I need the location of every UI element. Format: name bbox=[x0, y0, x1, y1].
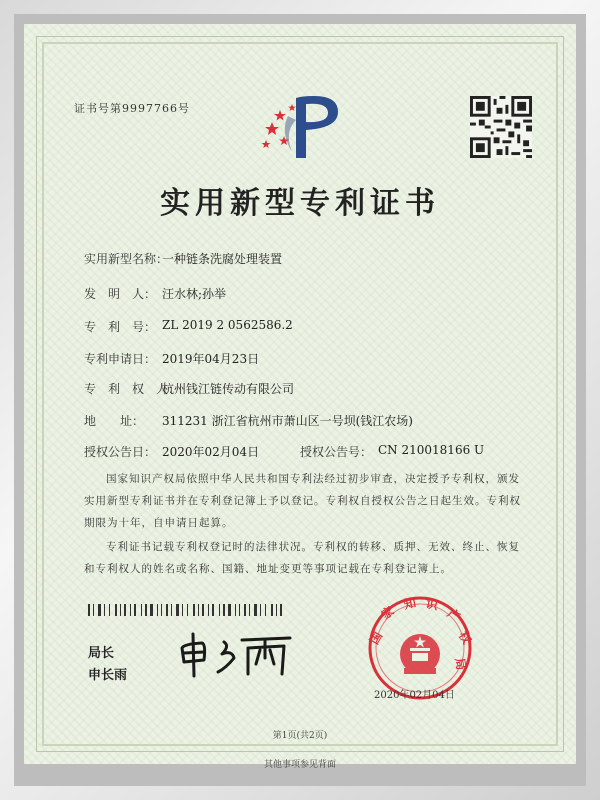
field-value-name: 一种链条洗腐处理装置 bbox=[162, 252, 283, 266]
barcode-bar bbox=[88, 604, 90, 616]
field-label-patentee: 专 利 权 人： bbox=[84, 382, 181, 396]
seal-date: 2020年02月04日 bbox=[374, 690, 455, 701]
barcode-bar bbox=[157, 604, 158, 616]
barcode-bar bbox=[193, 604, 195, 616]
barcode-bar bbox=[265, 604, 266, 616]
barcode-bar bbox=[141, 604, 142, 616]
svg-text:权: 权 bbox=[455, 629, 475, 647]
director-signature bbox=[172, 628, 302, 680]
certificate-title: 实用新型专利证书 bbox=[160, 186, 440, 221]
legal-status-paragraph: 专利证书记载专利权登记时的法律状况。专利权的转移、质押、无效、终止、恢复和专利权人的姓名或名称、国籍、地址变更等事项记载在专利登记簿上。 bbox=[84, 541, 520, 575]
svg-text:局: 局 bbox=[452, 656, 469, 672]
barcode-bar bbox=[115, 604, 117, 616]
field-label-address: 地 址： bbox=[84, 414, 145, 428]
field-value-grant-date: 2020年02月04日 bbox=[162, 445, 260, 459]
barcode-bar bbox=[134, 604, 136, 616]
barcode-bar bbox=[208, 604, 209, 616]
field-label-announcement-number: 授权公告号： bbox=[300, 445, 373, 459]
field-value-patent-number: ZL 2019 2 0562586.2 bbox=[162, 318, 293, 332]
barcode-bar bbox=[176, 604, 179, 616]
barcode bbox=[88, 604, 288, 616]
serial-number: 证书号第9997766号 bbox=[74, 102, 190, 115]
svg-text:国: 国 bbox=[366, 629, 386, 647]
barcode-bar bbox=[187, 604, 188, 616]
footer-note: 其他事项参见背面 bbox=[263, 760, 336, 770]
field-value-application-date: 2019年04月23日 bbox=[162, 352, 260, 366]
page-indicator: 第1页(共2页) bbox=[272, 731, 328, 741]
field-value-announcement-number: CN 210018166 U bbox=[378, 443, 485, 457]
field-value-inventor: 汪水林;孙举 bbox=[162, 287, 227, 301]
barcode-bar bbox=[161, 604, 162, 616]
barcode-bar bbox=[120, 604, 121, 616]
svg-text:知: 知 bbox=[402, 595, 418, 612]
field-value-address: 311231 浙江省杭州市萧山区一号坝(钱江农场) bbox=[162, 414, 413, 428]
barcode-bar bbox=[254, 604, 257, 616]
director-title: 局长 bbox=[88, 646, 115, 661]
barcode-bar bbox=[198, 604, 199, 616]
barcode-bar bbox=[223, 604, 225, 616]
field-label-grant-date: 授权公告日： bbox=[84, 445, 157, 459]
barcode-bar bbox=[202, 604, 204, 616]
barcode-bar bbox=[235, 604, 236, 616]
barcode-bar bbox=[150, 604, 153, 616]
barcode-bar bbox=[244, 604, 246, 616]
barcode-bar bbox=[212, 604, 214, 616]
barcode-bar bbox=[239, 604, 240, 616]
barcode-bar bbox=[171, 604, 172, 616]
barcode-bar bbox=[145, 604, 147, 616]
barcode-bar bbox=[182, 604, 183, 616]
barcode-bar bbox=[249, 604, 250, 616]
barcode-bar bbox=[166, 604, 168, 616]
barcode-bar bbox=[280, 604, 282, 616]
field-label-application-date: 专利申请日： bbox=[84, 352, 157, 366]
field-label-patent-number: 专 利 号： bbox=[84, 320, 157, 334]
barcode-bar bbox=[124, 604, 126, 616]
grant-paragraph: 国家知识产权局依照中华人民共和国专利法经过初步审查，决定授予专利权，颁发实用新型专利证书并在专利登记簿上予以登记。专利权自授权公告之日起生效。专利权期限为十年，自申请日起算。 bbox=[84, 473, 521, 529]
official-seal bbox=[356, 592, 484, 700]
qr-code bbox=[470, 96, 532, 158]
barcode-bar bbox=[219, 604, 220, 616]
barcode-bar bbox=[228, 604, 231, 616]
barcode-bar bbox=[93, 604, 94, 616]
barcode-bar bbox=[109, 604, 110, 616]
director-name: 申长雨 bbox=[88, 668, 128, 683]
svg-text:家: 家 bbox=[378, 603, 397, 623]
field-label-inventor: 发 明 人： bbox=[84, 287, 157, 301]
barcode-bar bbox=[271, 604, 273, 616]
barcode-bar bbox=[98, 604, 101, 616]
barcode-bar bbox=[276, 604, 277, 616]
cnipa-logo bbox=[258, 92, 358, 164]
field-value-patentee: 杭州钱江链传动有限公司 bbox=[162, 382, 295, 396]
field-label-name: 实用新型名称： bbox=[84, 252, 169, 266]
barcode-bar bbox=[260, 604, 261, 616]
svg-text:产: 产 bbox=[444, 605, 463, 625]
barcode-bar bbox=[104, 604, 105, 616]
svg-text:识: 识 bbox=[424, 596, 440, 613]
barcode-bar bbox=[130, 604, 131, 616]
